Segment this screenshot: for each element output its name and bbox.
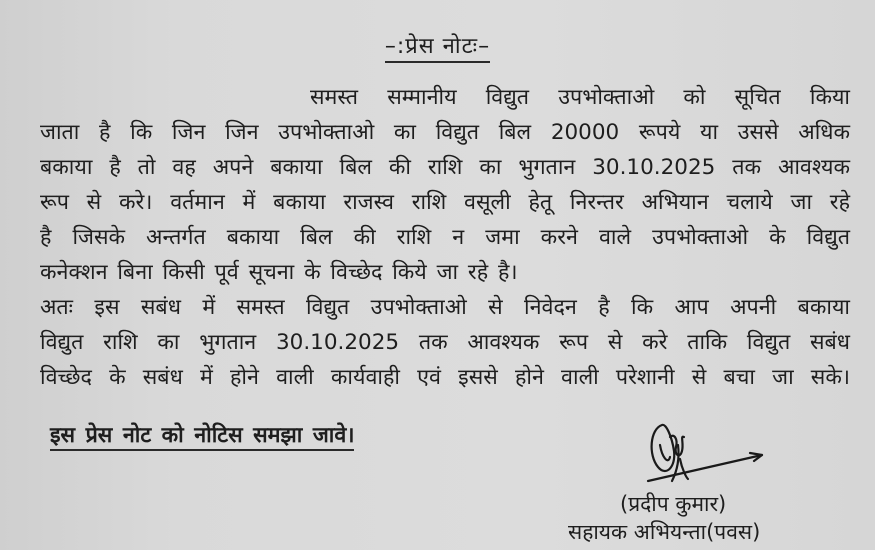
paragraph1-line-1: समस्त सम्मानीय विद्युत उपभोक्ताओ को सूचित किया <box>310 85 850 110</box>
paragraph1-line-3: बकाया है तो वह अपने बकाया बिल की राशि का भुगतान 30.10.2025 तक आवश्यक <box>40 155 850 180</box>
notice-statement <box>50 420 354 449</box>
paragraph2-line-3: विच्छेद के सबंध में होने वाली कार्यवाही एवं इससे होने वाली परेशानी से बचा जा सके। <box>40 365 850 390</box>
press-note-heading: –:प्रेस नोटः– <box>385 34 490 63</box>
paragraph1-line-2: जाता है कि जिन जिन उपभोक्ताओ का विद्युत बिल 20000 रूपये या उससे अधिक <box>40 120 850 145</box>
paragraph1-line-5: है जिसके अन्तर्गत बकाया बिल की राशि न जमा करने वाले उपभोक्ताओ के विद्युत <box>40 225 850 250</box>
notice-body <box>40 80 850 395</box>
paragraph1-line-4: रूप से करे। वर्तमान में बकाया राजस्व राशि वसूली हेतू निरन्तर अभियान चलाये जा रहे <box>40 190 850 215</box>
signature-icon <box>640 415 780 495</box>
signatory-name: (प्रदीप कुमार) <box>620 492 727 516</box>
paragraph1-line-6: कनेक्शन बिना किसी पूर्व सूचना के विच्छेद किये जा रहे है। <box>40 260 518 285</box>
page-title <box>0 30 875 60</box>
notice-statement-text: इस प्रेस नोट को नोटिस समझा जावे। <box>50 423 354 451</box>
signatory-designation: सहायक अभियन्ता(पवस) <box>568 520 761 544</box>
paragraph2-line-1: अतः इस सबंध में समस्त विद्युत उपभोक्ताओ से निवेदन है कि आप अपनी बकाया <box>40 295 850 320</box>
paragraph2-line-2: विद्युत राशि का भुगतान 30.10.2025 तक आवश्यक रूप से करे ताकि विद्युत सबंध <box>40 330 850 355</box>
